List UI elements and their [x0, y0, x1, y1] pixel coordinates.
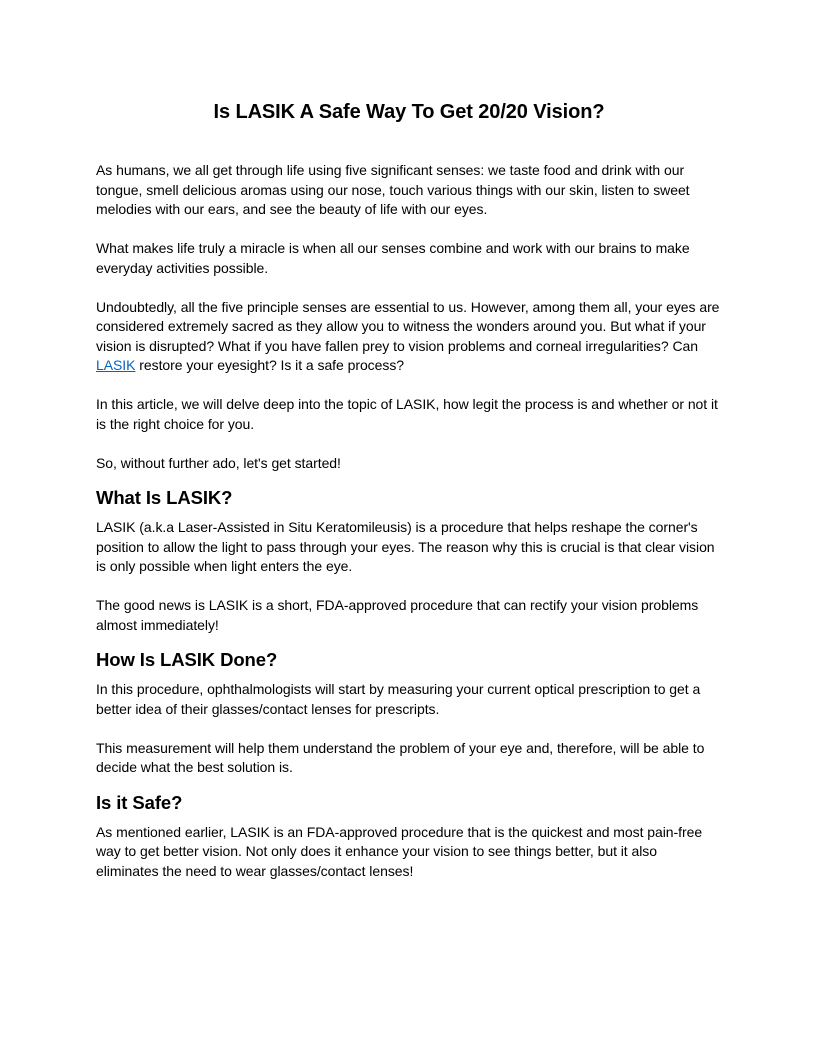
document-page: [96, 96, 722, 881]
intro-paragraph-4: In this article, we will delve deep into the topic of LASIK, how legit the process is and whether or not it is the right choice for you.: [96, 396, 718, 432]
section-heading-is-it-safe: Is it Safe?: [96, 791, 183, 813]
lasik-link[interactable]: LASIK: [96, 357, 136, 373]
how-is-lasik-done-paragraph-2: This measurement will help them understand the problem of your eye and, therefore, will be able to decide what the best solution is.: [96, 739, 705, 775]
what-is-lasik-paragraph-1: LASIK (a.k.a Laser-Assisted in Situ Keratomileusis) is a procedure that helps reshape the corner's position to allow the light to pass through your eyes. The reason why this is crucial is that clear vision is only possible when light enters the eye.: [96, 519, 715, 574]
intro-paragraph-3: [96, 298, 722, 376]
what-is-lasik-paragraph-2: The good news is LASIK is a short, FDA-approved procedure that can rectify your vision problems almost immediately!: [96, 597, 699, 633]
page-title: Is LASIK A Safe Way To Get 20/20 Vision?: [213, 101, 605, 123]
is-it-safe-paragraph-1: As mentioned earlier, LASIK is an FDA-approved procedure that is the quickest and most pain-free way to get better vision. Not only does it enhance your vision to see things better, but it also eliminates the need to wear glasses/contact lenses!: [96, 823, 703, 879]
intro-paragraph-5: So, without further ado, let's get started!: [96, 454, 341, 471]
intro-paragraph-2: What makes life truly a miracle is when all our senses combine and work with our brains to make everyday activities possible.: [96, 240, 690, 276]
intro-paragraph-1: As humans, we all get through life using five significant senses: we taste food and drink with our tongue, smell delicious aromas using our nose, touch various things with our skin, listen to sweet melodies with our ears, and see the beauty of life with our eyes.: [96, 162, 690, 217]
intro-paragraph-3-text-after: restore your eyesight? Is it a safe process?: [135, 357, 405, 373]
section-heading-how-is-lasik-done: How Is LASIK Done?: [96, 649, 278, 670]
how-is-lasik-done-paragraph-1: In this procedure, ophthalmologists will start by measuring your current optical prescription to get a better idea of their glasses/contact lenses for prescripts.: [96, 681, 701, 717]
section-heading-what-is-lasik: What Is LASIK?: [96, 487, 233, 508]
intro-paragraph-3-text-before: Undoubtedly, all the five principle senses are essential to us. However, among them all, your eyes are considered extremely sacred as they allow you to witness the wonders around you. But what if your vision is disrupted? What if you have fallen prey to vision problems and corneal irregularities? Can: [96, 298, 720, 354]
